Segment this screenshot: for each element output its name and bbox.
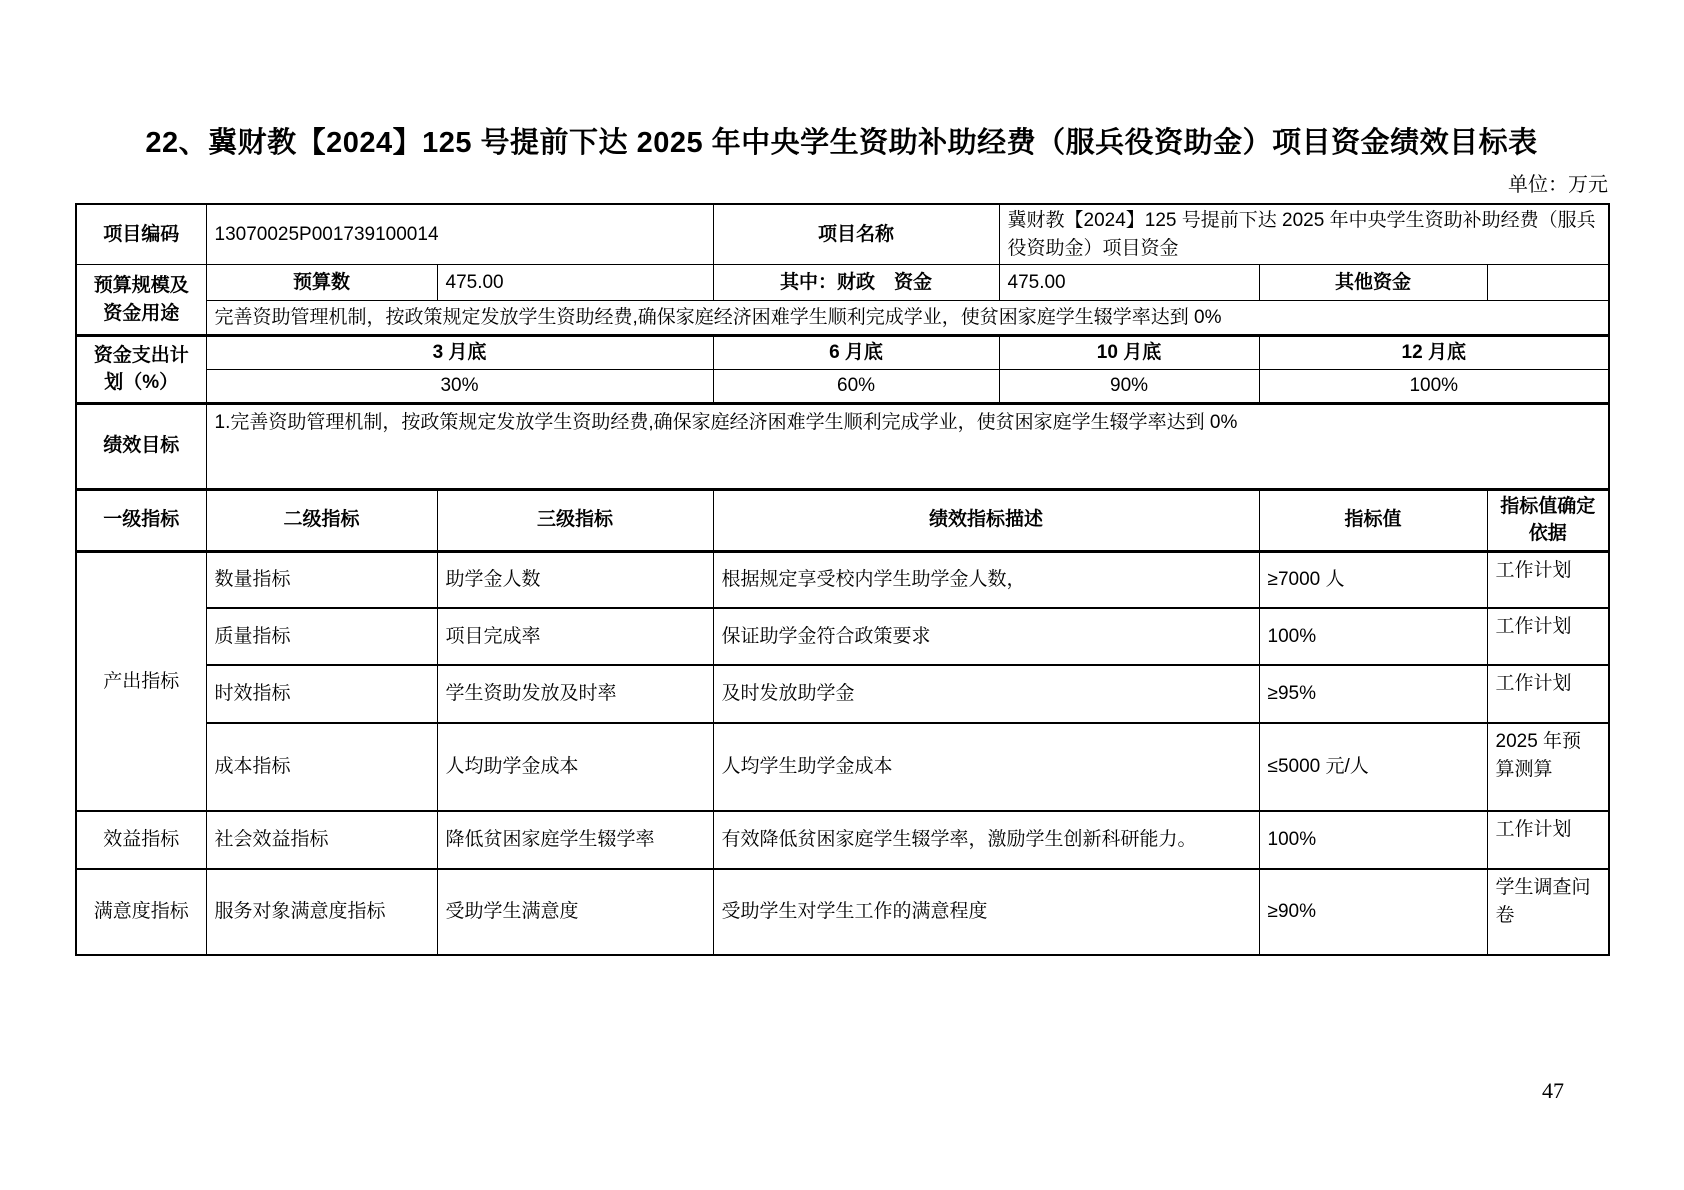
indicator-row	[76, 723, 1609, 811]
fund-usage-text: 完善资助管理机制，按政策规定发放学生资助经费,确保家庭经济困难学生顺利完成学业，使贫困家庭学生辍学率达到 0%	[206, 301, 1609, 336]
level2-indicator: 时效指标	[206, 665, 437, 723]
indicator-row	[76, 811, 1609, 869]
table-row	[76, 265, 1609, 301]
plan-col-march: 3 月底	[206, 336, 713, 370]
table-row	[76, 301, 1609, 336]
unit-label: 单位：万元	[1508, 174, 1608, 196]
level2-indicator: 社会效益指标	[206, 811, 437, 869]
indicator-description: 有效降低贫困家庭学生辍学率，激励学生创新科研能力。	[713, 811, 1259, 869]
plan-value-october: 90%	[999, 369, 1259, 403]
level3-indicator: 项目完成率	[437, 608, 713, 665]
indicator-basis: 工作计划	[1487, 608, 1609, 665]
level3-indicator: 受助学生满意度	[437, 869, 713, 955]
indicator-description: 人均学生助学金成本	[713, 723, 1259, 811]
indicator-value: 100%	[1259, 811, 1487, 869]
plan-col-october: 10 月底	[999, 336, 1259, 370]
indicator-value: ≥7000 人	[1259, 551, 1487, 608]
indicator-description: 根据规定享受校内学生助学金人数，	[713, 551, 1259, 608]
project-name-value: 冀财教【2024】125 号提前下达 2025 年中央学生资助补助经费（服兵役资助金）项目资金	[999, 204, 1609, 265]
table-row	[76, 204, 1609, 265]
header-level2: 二级指标	[206, 489, 437, 551]
fiscal-fund-label: 其中：财政 资金	[713, 265, 999, 301]
header-level1: 一级指标	[76, 489, 206, 551]
budget-number-label: 预算数	[206, 265, 437, 301]
level3-indicator: 助学金人数	[437, 551, 713, 608]
indicator-value: 100%	[1259, 608, 1487, 665]
level2-indicator: 服务对象满意度指标	[206, 869, 437, 955]
other-fund-label: 其他资金	[1259, 265, 1487, 301]
plan-col-december: 12 月底	[1259, 336, 1609, 370]
project-code-label: 项目编码	[76, 204, 206, 265]
plan-value-june: 60%	[713, 369, 999, 403]
indicator-row	[76, 608, 1609, 665]
performance-goal-label: 绩效目标	[76, 403, 206, 489]
level3-indicator: 降低贫困家庭学生辍学率	[437, 811, 713, 869]
performance-goal-text: 1.完善资助管理机制，按政策规定发放学生资助经费,确保家庭经济困难学生顺利完成学业，使贫困家庭学生辍学率达到 0%	[206, 403, 1609, 489]
indicator-row	[76, 551, 1609, 608]
project-code-value: 13070025P001739100014	[206, 204, 713, 265]
plan-col-june: 6 月底	[713, 336, 999, 370]
other-fund-value	[1487, 265, 1609, 301]
fiscal-fund-value: 475.00	[999, 265, 1259, 301]
header-basis: 指标值确定依据	[1487, 489, 1609, 551]
level2-indicator: 质量指标	[206, 608, 437, 665]
indicator-row	[76, 869, 1609, 955]
performance-target-table-wrapper	[75, 203, 1610, 956]
indicator-basis: 2025 年预算测算	[1487, 723, 1609, 811]
page-title: 22、冀财教【2024】125 号提前下达 2025 年中央学生资助补助经费（服兵役资助金）项目资金绩效目标表	[145, 127, 1538, 159]
level3-indicator: 学生资助发放及时率	[437, 665, 713, 723]
header-description: 绩效指标描述	[713, 489, 1259, 551]
indicator-basis: 工作计划	[1487, 551, 1609, 608]
table-header-row	[76, 489, 1609, 551]
indicator-description: 保证助学金符合政策要求	[713, 608, 1259, 665]
budget-section-label: 预算规模及资金用途	[76, 265, 206, 336]
table-row	[76, 336, 1609, 370]
project-name-label: 项目名称	[713, 204, 999, 265]
indicator-description: 及时发放助学金	[713, 665, 1259, 723]
indicator-description: 受助学生对学生工作的满意程度	[713, 869, 1259, 955]
header-level3: 三级指标	[437, 489, 713, 551]
expenditure-plan-label: 资金支出计划（%）	[76, 336, 206, 404]
indicator-value: ≤5000 元/人	[1259, 723, 1487, 811]
level1-output: 产出指标	[76, 551, 206, 811]
plan-value-december: 100%	[1259, 369, 1609, 403]
performance-target-table	[75, 203, 1610, 956]
level1-satisfaction: 满意度指标	[76, 869, 206, 955]
plan-value-march: 30%	[206, 369, 713, 403]
indicator-basis: 学生调查问卷	[1487, 869, 1609, 955]
page-number: 47	[1542, 1078, 1564, 1103]
level3-indicator: 人均助学金成本	[437, 723, 713, 811]
indicator-value: ≥90%	[1259, 869, 1487, 955]
budget-number-value: 475.00	[437, 265, 713, 301]
table-row	[76, 403, 1609, 489]
table-row	[76, 369, 1609, 403]
indicator-basis: 工作计划	[1487, 811, 1609, 869]
indicator-row	[76, 665, 1609, 723]
header-value: 指标值	[1259, 489, 1487, 551]
indicator-value: ≥95%	[1259, 665, 1487, 723]
level2-indicator: 数量指标	[206, 551, 437, 608]
level1-benefit: 效益指标	[76, 811, 206, 869]
indicator-basis: 工作计划	[1487, 665, 1609, 723]
level2-indicator: 成本指标	[206, 723, 437, 811]
